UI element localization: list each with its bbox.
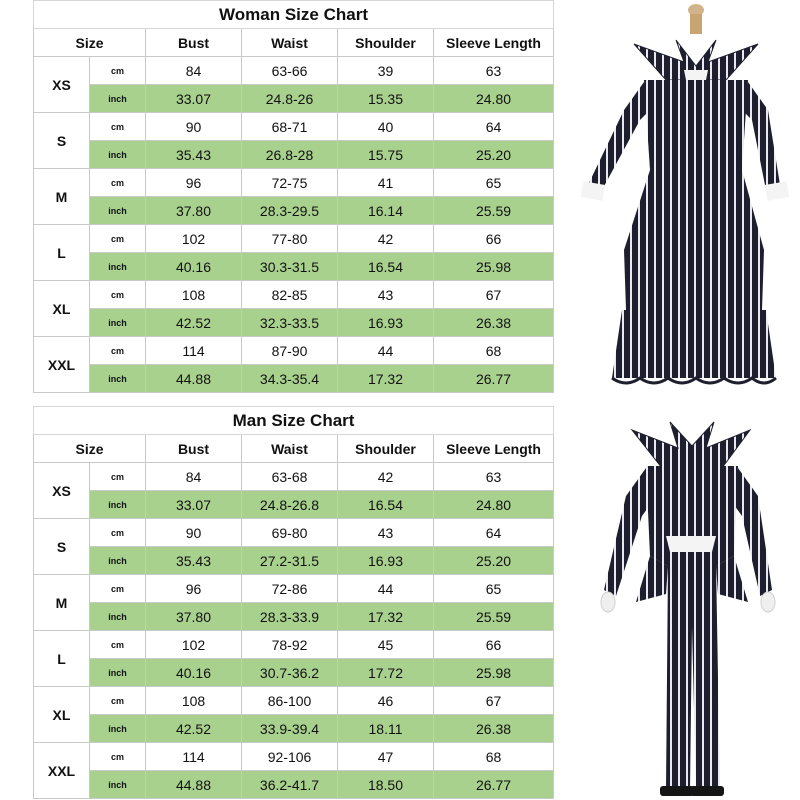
waist-value: 36.2-41.7 [242, 771, 338, 799]
size-row-inch [34, 365, 554, 393]
shoulder-value: 17.32 [338, 603, 434, 631]
sleeve-length-value: 65 [434, 575, 554, 603]
size-row-cm [34, 519, 554, 547]
sleeve-length-value: 24.80 [434, 85, 554, 113]
size-row-inch [34, 197, 554, 225]
waist-value: 87-90 [242, 337, 338, 365]
waist-value: 69-80 [242, 519, 338, 547]
size-row-cm [34, 463, 554, 491]
shoulder-value: 16.54 [338, 491, 434, 519]
bust-value: 90 [146, 519, 242, 547]
waist-value: 30.7-36.2 [242, 659, 338, 687]
waist-value: 34.3-35.4 [242, 365, 338, 393]
waist-value: 30.3-31.5 [242, 253, 338, 281]
waist-value: 92-106 [242, 743, 338, 771]
shoulder-value: 16.93 [338, 309, 434, 337]
unit-label: inch [90, 253, 146, 281]
header-waist: Waist [242, 435, 338, 463]
shoulder-value: 17.72 [338, 659, 434, 687]
size-label: XS [34, 463, 90, 519]
unit-label: cm [90, 519, 146, 547]
size-label: L [34, 225, 90, 281]
sleeve-length-value: 24.80 [434, 491, 554, 519]
sleeve-length-value: 26.77 [434, 365, 554, 393]
bust-value: 37.80 [146, 197, 242, 225]
bust-value: 33.07 [146, 491, 242, 519]
unit-label: cm [90, 687, 146, 715]
sleeve-length-value: 63 [434, 57, 554, 85]
size-label: M [34, 169, 90, 225]
waist-value: 27.2-31.5 [242, 547, 338, 575]
sleeve-length-value: 67 [434, 281, 554, 309]
shoulder-value: 43 [338, 519, 434, 547]
size-row-inch [34, 659, 554, 687]
waist-value: 33.9-39.4 [242, 715, 338, 743]
size-label: L [34, 631, 90, 687]
bust-value: 90 [146, 113, 242, 141]
bust-value: 96 [146, 575, 242, 603]
unit-label: inch [90, 659, 146, 687]
bust-value: 42.52 [146, 309, 242, 337]
unit-label: inch [90, 141, 146, 169]
sleeve-length-value: 26.38 [434, 309, 554, 337]
header-sleeve-length: Sleeve Length [434, 29, 554, 57]
sleeve-length-value: 67 [434, 687, 554, 715]
bust-value: 44.88 [146, 365, 242, 393]
waist-value: 28.3-33.9 [242, 603, 338, 631]
size-row-inch [34, 771, 554, 799]
size-row-cm [34, 113, 554, 141]
man-costume-photo [566, 406, 800, 800]
bust-value: 35.43 [146, 141, 242, 169]
shoulder-value: 15.75 [338, 141, 434, 169]
size-row-cm [34, 169, 554, 197]
size-row-inch [34, 603, 554, 631]
shoulder-value: 16.54 [338, 253, 434, 281]
size-row-cm [34, 337, 554, 365]
header-size: Size [34, 29, 146, 57]
waist-value: 82-85 [242, 281, 338, 309]
unit-label: inch [90, 715, 146, 743]
unit-label: inch [90, 491, 146, 519]
sleeve-length-value: 25.98 [434, 659, 554, 687]
unit-label: inch [90, 771, 146, 799]
shoulder-value: 18.11 [338, 715, 434, 743]
unit-label: cm [90, 113, 146, 141]
header-size: Size [34, 435, 146, 463]
shoulder-value: 16.93 [338, 547, 434, 575]
shoulder-value: 42 [338, 225, 434, 253]
size-label: XS [34, 57, 90, 113]
size-row-inch [34, 715, 554, 743]
size-label: XXL [34, 337, 90, 393]
header-shoulder: Shoulder [338, 435, 434, 463]
size-row-cm [34, 687, 554, 715]
size-row-cm [34, 225, 554, 253]
sleeve-length-value: 25.59 [434, 197, 554, 225]
unit-label: inch [90, 197, 146, 225]
sleeve-length-value: 65 [434, 169, 554, 197]
size-label: XXL [34, 743, 90, 799]
bust-value: 114 [146, 743, 242, 771]
size-row-cm [34, 57, 554, 85]
header-shoulder: Shoulder [338, 29, 434, 57]
unit-label: cm [90, 281, 146, 309]
size-row-inch [34, 85, 554, 113]
unit-label: inch [90, 603, 146, 631]
waist-value: 63-66 [242, 57, 338, 85]
shoulder-value: 41 [338, 169, 434, 197]
shoulder-value: 16.14 [338, 197, 434, 225]
waist-value: 28.3-29.5 [242, 197, 338, 225]
waist-value: 24.8-26.8 [242, 491, 338, 519]
size-row-inch [34, 253, 554, 281]
shoulder-value: 47 [338, 743, 434, 771]
sleeve-length-value: 25.20 [434, 141, 554, 169]
woman-costume-image [566, 0, 800, 394]
bust-value: 102 [146, 225, 242, 253]
size-row-inch [34, 141, 554, 169]
waist-value: 32.3-33.5 [242, 309, 338, 337]
size-row-cm [34, 575, 554, 603]
waist-value: 26.8-28 [242, 141, 338, 169]
header-waist: Waist [242, 29, 338, 57]
unit-label: cm [90, 463, 146, 491]
unit-label: cm [90, 631, 146, 659]
bust-value: 114 [146, 337, 242, 365]
unit-label: cm [90, 225, 146, 253]
woman-size-chart [33, 0, 554, 393]
bust-value: 102 [146, 631, 242, 659]
header-bust: Bust [146, 435, 242, 463]
waist-value: 72-86 [242, 575, 338, 603]
shoulder-value: 43 [338, 281, 434, 309]
man-size-chart [33, 406, 554, 799]
shoulder-value: 17.32 [338, 365, 434, 393]
shoulder-value: 15.35 [338, 85, 434, 113]
unit-label: inch [90, 309, 146, 337]
bust-value: 96 [146, 169, 242, 197]
sleeve-length-value: 68 [434, 743, 554, 771]
size-label: S [34, 113, 90, 169]
waist-value: 77-80 [242, 225, 338, 253]
shoulder-value: 46 [338, 687, 434, 715]
bust-value: 40.16 [146, 253, 242, 281]
size-row-cm [34, 743, 554, 771]
sleeve-length-value: 64 [434, 519, 554, 547]
unit-label: cm [90, 57, 146, 85]
shoulder-value: 44 [338, 337, 434, 365]
unit-label: inch [90, 85, 146, 113]
unit-label: inch [90, 547, 146, 575]
bust-value: 33.07 [146, 85, 242, 113]
size-label: S [34, 519, 90, 575]
woman-chart-title: Woman Size Chart [34, 1, 554, 29]
size-label: XL [34, 281, 90, 337]
sleeve-length-value: 64 [434, 113, 554, 141]
sleeve-length-value: 25.98 [434, 253, 554, 281]
size-row-inch [34, 547, 554, 575]
bust-value: 108 [146, 281, 242, 309]
header-sleeve-length: Sleeve Length [434, 435, 554, 463]
unit-label: inch [90, 365, 146, 393]
shoulder-value: 40 [338, 113, 434, 141]
shoulder-value: 45 [338, 631, 434, 659]
waist-value: 86-100 [242, 687, 338, 715]
woman-costume-photo [566, 0, 800, 394]
header-bust: Bust [146, 29, 242, 57]
sleeve-length-value: 63 [434, 463, 554, 491]
bust-value: 44.88 [146, 771, 242, 799]
waist-value: 78-92 [242, 631, 338, 659]
bust-value: 108 [146, 687, 242, 715]
waist-value: 72-75 [242, 169, 338, 197]
size-row-inch [34, 309, 554, 337]
bust-value: 84 [146, 57, 242, 85]
sleeve-length-value: 25.20 [434, 547, 554, 575]
man-chart-title: Man Size Chart [34, 407, 554, 435]
sleeve-length-value: 66 [434, 225, 554, 253]
size-row-inch [34, 491, 554, 519]
sleeve-length-value: 25.59 [434, 603, 554, 631]
bust-value: 35.43 [146, 547, 242, 575]
size-label: XL [34, 687, 90, 743]
waist-value: 63-68 [242, 463, 338, 491]
sleeve-length-value: 66 [434, 631, 554, 659]
size-row-cm [34, 281, 554, 309]
bust-value: 84 [146, 463, 242, 491]
unit-label: cm [90, 575, 146, 603]
waist-value: 68-71 [242, 113, 338, 141]
waist-value: 24.8-26 [242, 85, 338, 113]
sleeve-length-value: 68 [434, 337, 554, 365]
sleeve-length-value: 26.77 [434, 771, 554, 799]
sleeve-length-value: 26.38 [434, 715, 554, 743]
unit-label: cm [90, 743, 146, 771]
bust-value: 37.80 [146, 603, 242, 631]
size-label: M [34, 575, 90, 631]
shoulder-value: 42 [338, 463, 434, 491]
bust-value: 40.16 [146, 659, 242, 687]
unit-label: cm [90, 337, 146, 365]
bust-value: 42.52 [146, 715, 242, 743]
size-row-cm [34, 631, 554, 659]
shoulder-value: 44 [338, 575, 434, 603]
unit-label: cm [90, 169, 146, 197]
shoulder-value: 39 [338, 57, 434, 85]
shoulder-value: 18.50 [338, 771, 434, 799]
man-costume-image [566, 406, 800, 800]
